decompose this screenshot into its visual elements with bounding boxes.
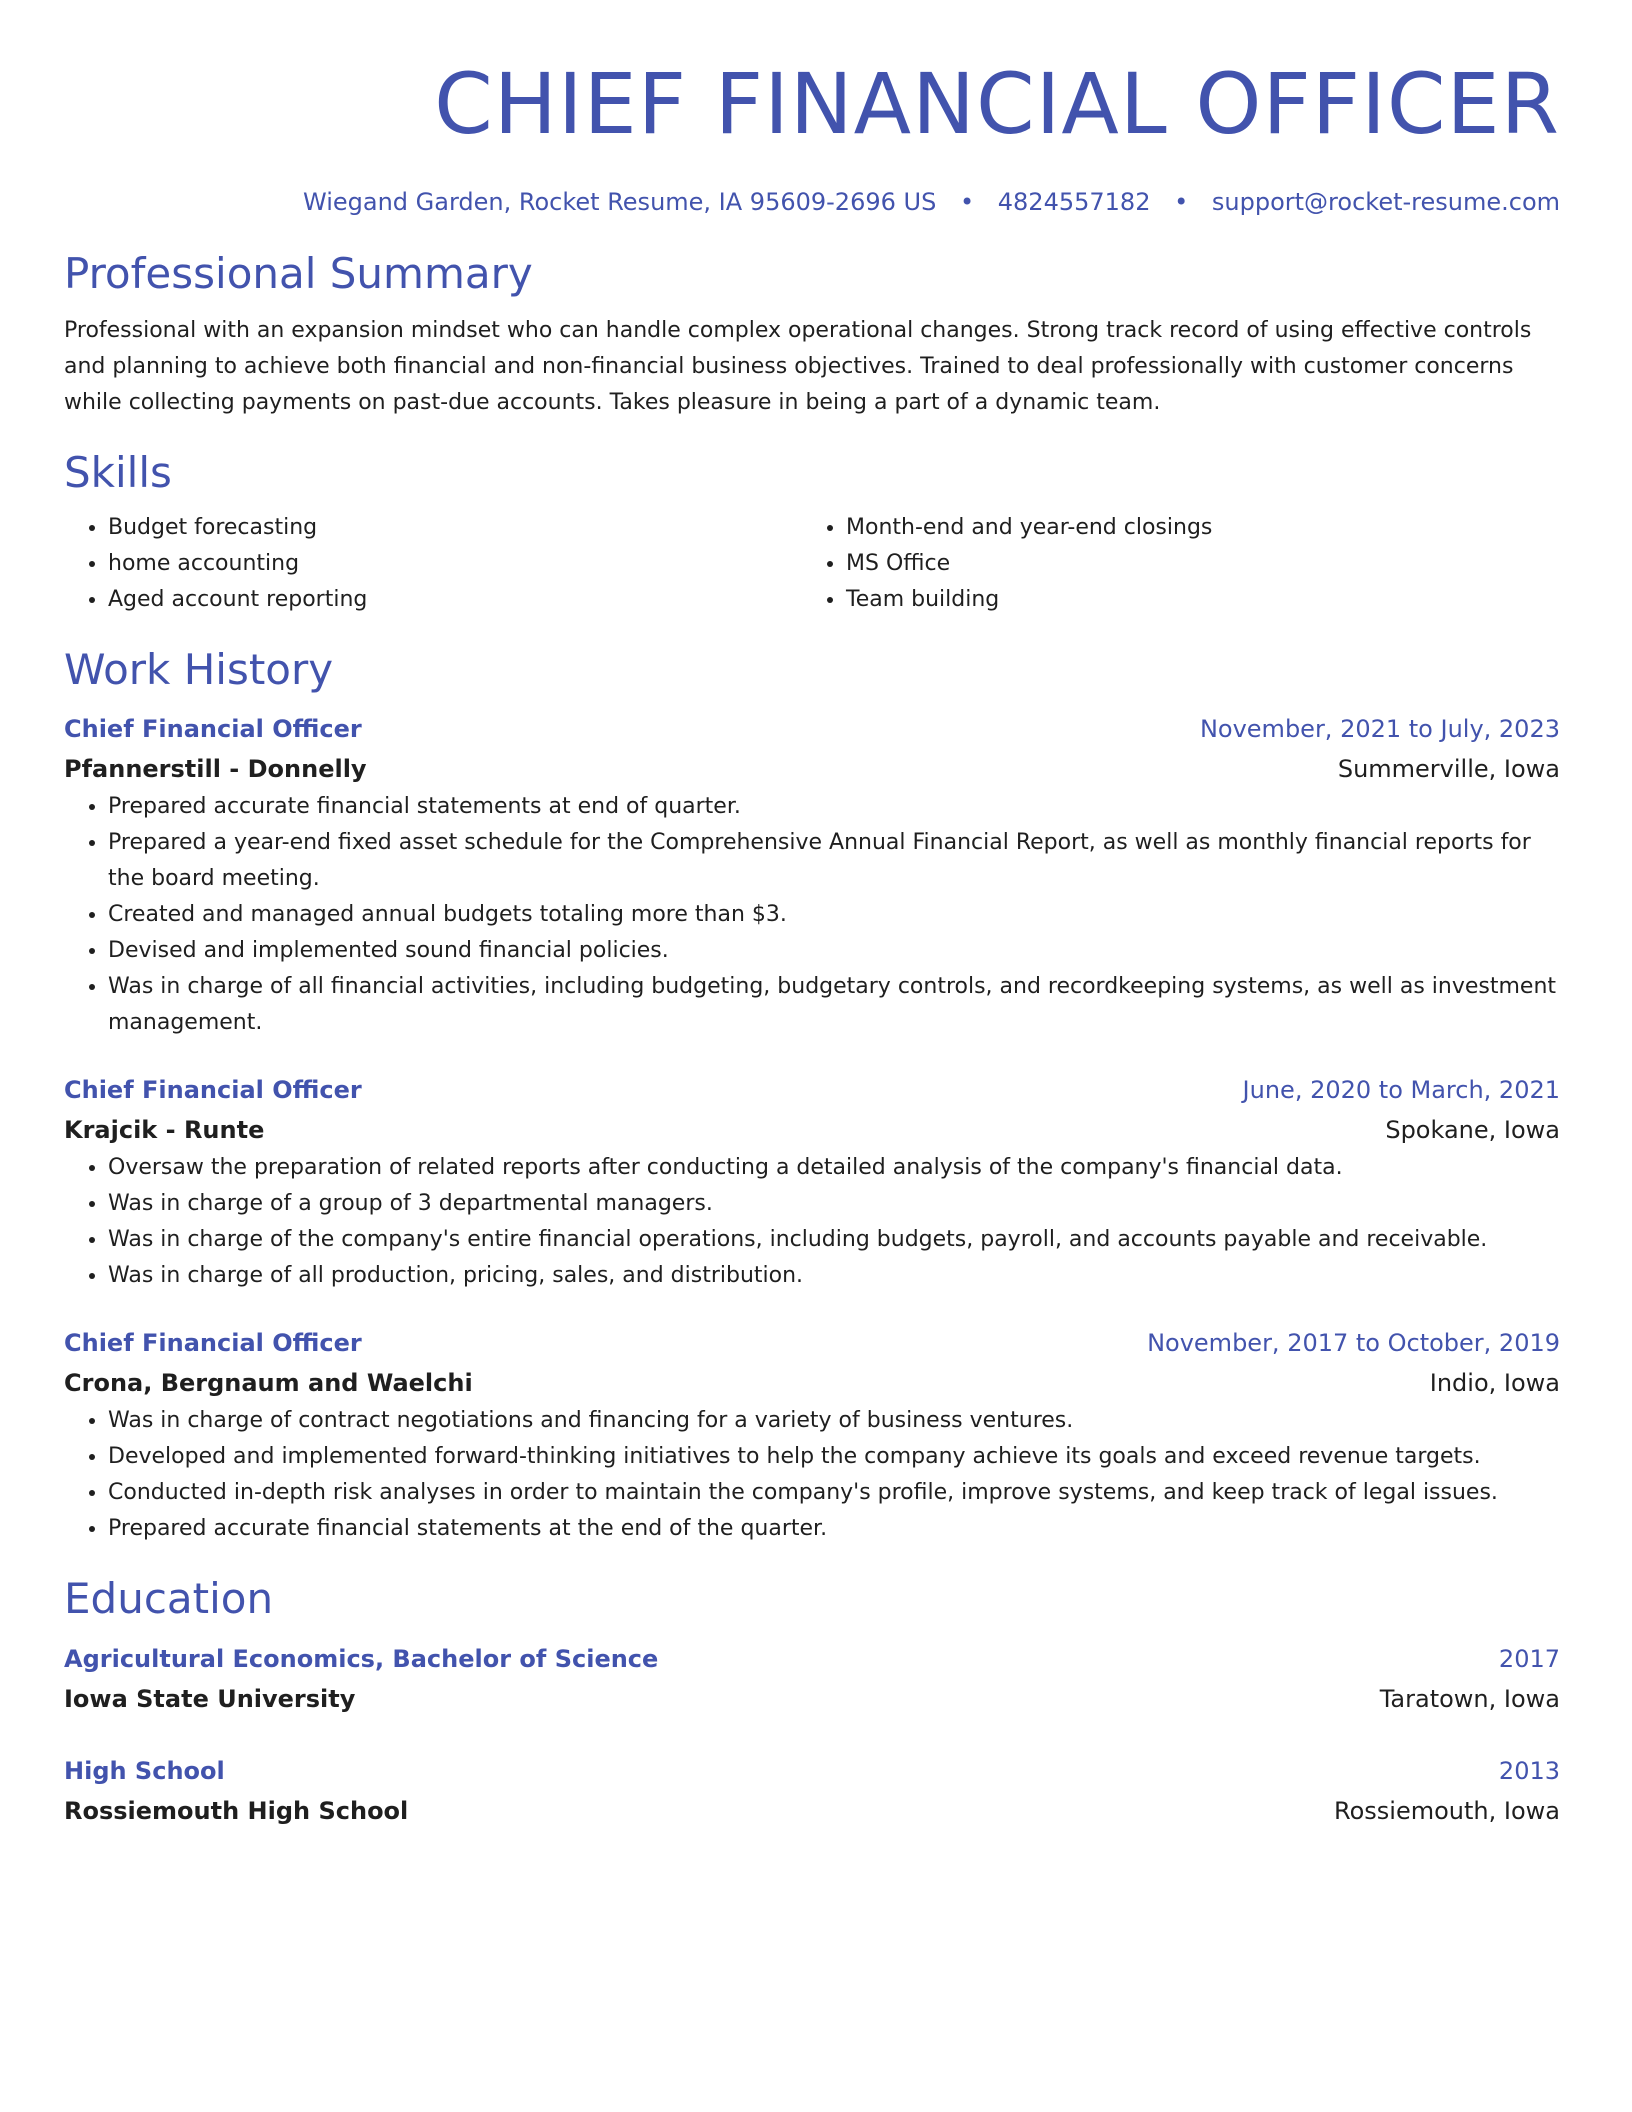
job-company: Pfannerstill - Donnelly: [64, 755, 367, 783]
job-title-row: [64, 1323, 1560, 1363]
work-history-heading: Work History: [64, 645, 334, 694]
job-company: Crona, Bergnaum and Waelchi: [64, 1369, 473, 1397]
summary-text: Professional with an expansion mindset who can handle complex operational changes. Strong track record of using effective controls and planning to achieve both financial and non-financial business objectives. Trained to deal professionally with customer concerns while collecting payments on past-due accounts. Takes pleasure in being a part of a dynamic team.: [64, 318, 1532, 415]
job-duty: • Was in charge of the company's entire financial operations, including budgets, payroll, and accounts payable and receivable.: [108, 1222, 1560, 1258]
job-location: Indio, Iowa: [1429, 1369, 1560, 1397]
resume-title: CHIEF FINANCIAL OFFICER: [434, 55, 1560, 153]
job-duties-list: [64, 1403, 1560, 1547]
job-dates: June, 2020 to March, 2021: [1242, 1076, 1560, 1104]
job-duties-list: [64, 789, 1560, 1041]
job-duty: • Conducted in-depth risk analyses in order to maintain the company's profile, improve systems, and keep track of legal issues.: [108, 1475, 1560, 1511]
skill-item: • Team building: [846, 582, 1540, 618]
skills-list: [64, 510, 1560, 618]
education-location: Rossiemouth, Iowa: [1334, 1797, 1560, 1825]
education-degree: Agricultural Economics, Bachelor of Science: [64, 1645, 659, 1673]
job-title-row: [64, 709, 1560, 749]
contact-line: [64, 186, 1560, 218]
education-degree: High School: [64, 1757, 225, 1785]
job-duty: • Developed and implemented forward-thinking initiatives to help the company achieve its goals and exceed revenue targets.: [108, 1439, 1560, 1475]
job-title-row: [64, 1070, 1560, 1110]
job-company-row: [64, 1110, 1560, 1150]
job-title: Chief Financial Officer: [64, 1076, 362, 1104]
job-duty: • Prepared accurate financial statements at the end of the quarter.: [108, 1511, 1560, 1547]
education-entry: [64, 1751, 1560, 1831]
job-entry: [64, 1070, 1560, 1294]
education-year: 2013: [1498, 1757, 1560, 1785]
job-entry: [64, 1323, 1560, 1547]
skill-item: • Budget forecasting: [108, 510, 802, 546]
education-entry: [64, 1639, 1560, 1719]
job-duty: • Prepared a year-end fixed asset schedule for the Comprehensive Annual Financial Report, as well as monthly financial reports for the board meeting.: [108, 825, 1560, 897]
summary-heading: Professional Summary: [64, 249, 533, 298]
contact-separator: •: [1174, 188, 1189, 216]
job-company-row: [64, 749, 1560, 789]
job-entry: [64, 709, 1560, 1041]
education-school-row: [64, 1791, 1560, 1831]
skills-column-right: [802, 510, 1540, 618]
job-title: Chief Financial Officer: [64, 1329, 362, 1357]
contact-address: Wiegand Garden, Rocket Resume, IA 95609-2696 US: [303, 188, 937, 216]
job-duty: • Oversaw the preparation of related reports after conducting a detailed analysis of the company's financial data.: [108, 1150, 1560, 1186]
education-school-row: [64, 1679, 1560, 1719]
contact-separator: •: [959, 188, 975, 216]
resume-page: [64, 0, 1560, 1831]
job-location: Spokane, Iowa: [1385, 1116, 1560, 1144]
contact-phone: 4824557182: [997, 188, 1151, 216]
job-duty: • Was in charge of contract negotiations and financing for a variety of business ventures.: [108, 1403, 1560, 1439]
skills-heading: Skills: [64, 448, 172, 497]
skill-item: • MS Office: [846, 546, 1540, 582]
education-degree-row: [64, 1639, 1560, 1679]
job-title: Chief Financial Officer: [64, 715, 362, 743]
job-duty: • Prepared accurate financial statements at end of quarter.: [108, 789, 1560, 825]
skill-item: • Aged account reporting: [108, 582, 802, 618]
job-company: Krajcik - Runte: [64, 1116, 265, 1144]
job-company-row: [64, 1363, 1560, 1403]
job-duty: • Was in charge of all production, pricing, sales, and distribution.: [108, 1258, 1560, 1294]
job-duty: • Was in charge of all financial activities, including budgeting, budgetary controls, and recordkeeping systems, as well as investment management.: [108, 969, 1560, 1041]
education-degree-row: [64, 1751, 1560, 1791]
job-location: Summerville, Iowa: [1337, 755, 1560, 783]
education-year: 2017: [1498, 1645, 1560, 1673]
job-duty: • Devised and implemented sound financial policies.: [108, 933, 1560, 969]
job-duty: • Created and managed annual budgets totaling more than $3.: [108, 897, 1560, 933]
skill-item: • Month-end and year-end closings: [846, 510, 1540, 546]
skill-item: • home accounting: [108, 546, 802, 582]
job-dates: November, 2021 to July, 2023: [1199, 715, 1560, 743]
education-location: Taratown, Iowa: [1379, 1685, 1560, 1713]
contact-email[interactable]: support@rocket-resume.com: [1211, 188, 1560, 216]
job-duty: • Was in charge of a group of 3 departmental managers.: [108, 1186, 1560, 1222]
education-school: Iowa State University: [64, 1685, 356, 1713]
job-duties-list: [64, 1150, 1560, 1294]
education-heading: Education: [64, 1574, 274, 1623]
education-school: Rossiemouth High School: [64, 1797, 409, 1825]
skills-column-left: [64, 510, 802, 618]
job-dates: November, 2017 to October, 2019: [1147, 1329, 1560, 1357]
